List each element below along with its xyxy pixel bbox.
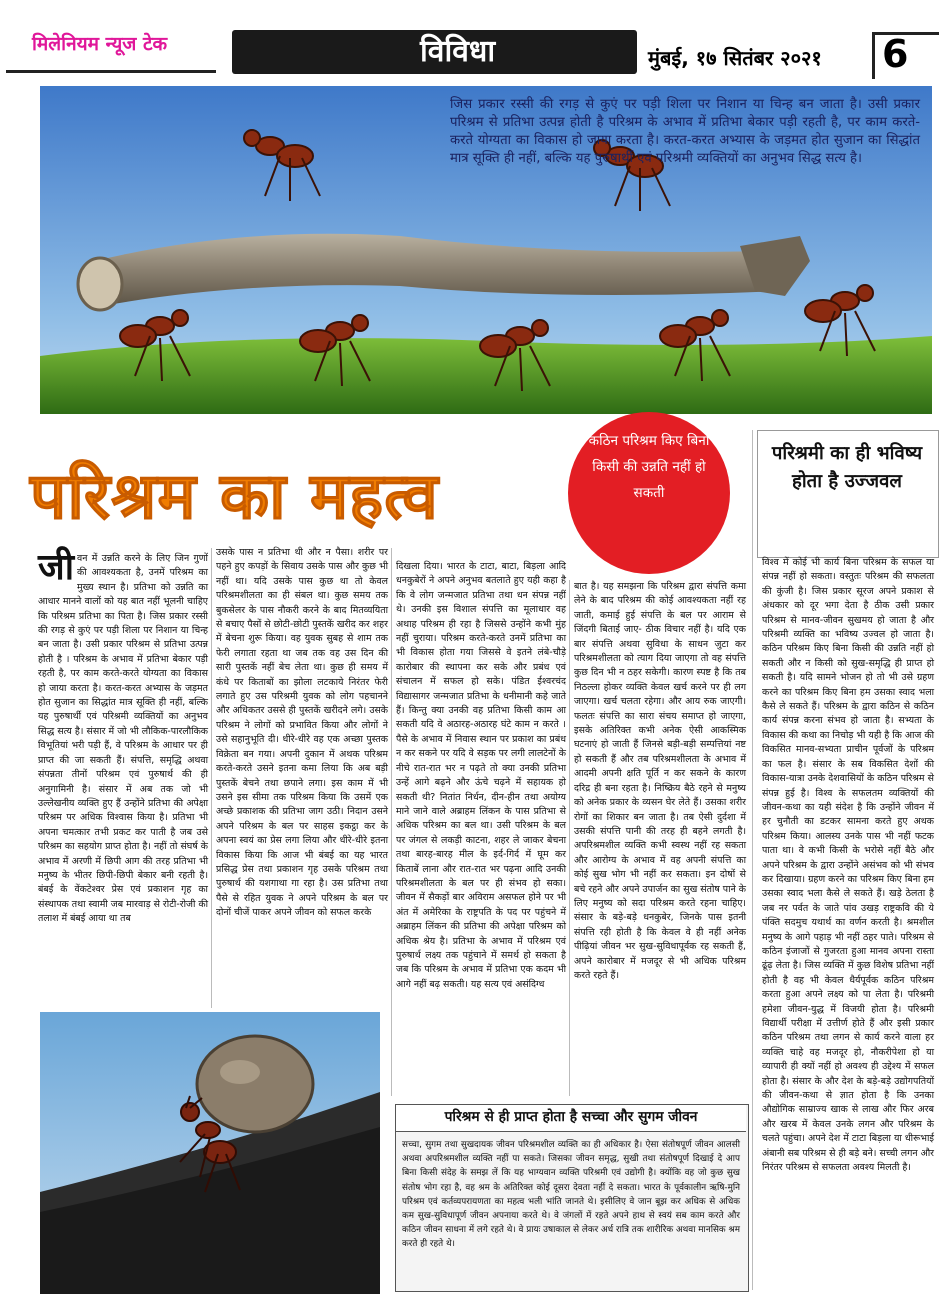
bottom-box-title: परिश्रम से ही प्राप्त होता है सच्चा और सुगम जीवन xyxy=(444,1109,698,1125)
main-headline: परिश्रम का महत्व xyxy=(30,460,439,534)
sidebar-text: विश्व में कोई भी कार्य बिना परिश्रम के सफल या संपन्न नहीं हो सकता। वस्तुतः परिश्रम की सफलता की कुंजी है। जिस प्रकार सूरज अपने प्रकाश से अंधकार को दूर भगा देता है ठीक उसी प्रकार परिश्रम से मानव-जीवन सुखमय हो जाता है और परिश्रमी व्यक्ति का भविष्य उज्वल हो जाता है। कठिन परिश्रम किए बिना किसी की उन्नति नहीं हो सकती और न किसी को सुख-समृद्धि ही प्राप्त हो सकती है। यदि सामने भोजन हो तो भी उसे ग्रहण करने का परिश्रम किए बिना हम उसका स्वाद भला कैसे ले सकते हैं। परिश्रम के द्वारा कठिन से कठिन कार्य संपन्न करना संभव हो जाता है। सभ्यता के विकास की कथा का निचोड़ भी यही है कि आज की विकसित मानव-सभ्यता प्राचीन पूर्वजों के परिश्रम का फल है। संसार के सब विकसित देशों की विकास-यात्रा उनके देशवासियों के कठिन परिश्रम से संपन्न हुई है। विश्व के सफलतम व्यक्तियों की जीवन-कथा का यही संदेश है कि उन्होंने जीवन में हर चुनौती का डटकर सामना करते हुए अथक परिश्रम किया। आलस्य उनके पास भी नहीं फटक पाता था। वे कभी किसी के भरोसे नहीं बैठे और अपने परिश्रम के द्वारा उन्होंने असंभव को भी संभव कर दिखाया। ग्रहण करने का परिश्रम किए बिना हम उसका स्वाद भला कैसे ले सकते हैं। खड़े ठेलता है जब नर पर्वत के जाते पांव उखड़ राष्ट्रकवि की ये पंक्ति सदमुच यथार्थ का वर्णन करती है। श्रमशील मनुष्य के आगे पहाड़ भी नहीं ठहर पाते। परिश्रम से कठिन इंजाजों से गुजरता हुआ मानव अपना रास्ता ढूंढ़ लेता है। जिस व्यक्ति में कुछ विशेष प्रतिभा नहीं होती है वह भी केवल धैर्यपूर्वक कठिन परिश्रम करता हुआ अपने लक्ष्य को पा लेता है। परिश्रमी हमेशा जीवन-युद्ध में विजयी होता है। परिश्रमी विद्यार्थी परीक्षा में उत्तीर्ण होते हैं और इसी प्रकार कठिन परिश्रम तथा लगन से कार्य करने वाला हर व्यक्ति चाहे वह मजदूर हो, नौकरीपेशा हो या व्यापारी ही क्यों नहीं हो अवश्य ही उद्देश्य में सफल होता है। संसार के और देश के बड़े-बड़े उद्योगपतियों की जीवन-कथा से ज्ञात होता है कि उनका औद्योगिक साम्राज्य खाक से लाख और फिर अरब और खरब में केवल उनके लगन और परिश्रम के चलते पहुंचा। अपने देश में टाटा बिड़ला या धीरूभाई अंबानी सब परिश्रम से ही बड़े बने। सच्ची लगन और निरंतर परिश्रम से सफलता अवश्य मिलती है। xyxy=(762,557,934,1174)
page-number: 6 xyxy=(882,32,909,76)
callout-text: कठिन परिश्रम किए बिना किसी की उन्नति नहीं हो सकती xyxy=(588,433,710,501)
dropcap: जी xyxy=(38,547,75,588)
hero-caption: जिस प्रकार रस्सी की रगड़ से कुएं पर पड़ी शिला पर निशान या चिन्ह बन जाता है। उसी प्रकार परिश्रम से प्रतिभा उत्पन्न होती है परिश्रम के अभाव में प्रतिभा बेकार पड़ी रहती है, पर काम करते-करते योग्यता का विकास हो जाया करता है। करत-करत अभ्यास के जड़मत होत सुजान का सिद्धांत मात्र सूक्ति ही नहीं, बल्कि यह पुरुषार्थी एवं परिश्रमी व्यक्तियों का अनुभव सिद्ध सत्य है। xyxy=(450,97,920,166)
sidebar-title: परिश्रमी का ही भविष्य होता है उज्जवल xyxy=(771,443,923,492)
section-title: विविधा xyxy=(420,34,496,69)
dateline: मुंबई, १७ सितंबर २०२१ xyxy=(648,46,822,70)
column-divider xyxy=(391,548,392,1096)
column-divider xyxy=(211,548,212,1008)
inset-image-ant-boulder xyxy=(40,1012,380,1294)
article-column-1 xyxy=(38,547,208,927)
column-divider xyxy=(569,580,570,1096)
brand-name: मिलेनियम न्यूज टेक xyxy=(32,33,168,55)
article-column-2: उसके पास न प्रतिभा थी और न पैसा। शरीर पर पहने हुए कपड़ों के सिवाय उसके पास और कुछ भी नहीं था। यदि उसके पास कुछ था तो केवल परिश्रमशीलता का ही संबल था। कुछ समय तक बुकसेलर के पास नौकरी करने के बाद मितव्ययिता से बचाए पैसों से छोटी-छोटी पुस्तकें खरीद कर शहर में बेचना शुरू किया। वह युवक सुबह से शाम तक फेरी लगाता रहता था जब तक वह उस दिन की सारी पुस्तकें नहीं बेच लेता था। कुछ ही समय में कंधे पर किताबों का झोला लटकाये निरंतर फेरी लगाते हुए उस परिश्रमी युवक को लोग पहचानने और अधिकतर उससे ही पुस्तकें खरीदने लगे। उसके परिश्रम ने लोगों को प्रभावित किया और लोगों ने उसे सहानुभूति दी। धीरे-धीरे वह एक अच्छा पुस्तक विक्रेता बन गया। अपनी दुकान में अथक परिश्रम करते-करते उसने इतना कमा लिया कि अब बड़ी पुस्तकें बेचने तथा छपाने लगा। इस काम में भी उसने इस सीमा तक परिश्रम किया कि उसमें एक अच्छे प्रकाशक की प्रतिभा जाग उठी। निदान उसने अपने परिश्रम के बल पर साहस इकट्ठा कर के अपना स्वयं का प्रेस लगा लिया और धीरे-धीरे इतना विकास किया कि आज भी बंबई का यह भारत प्रसिद्ध प्रेस तथा प्रकाशन गृह उसके परिश्रम तथा पुरुषार्थ की यशगाथा गा रहा है। उस प्रतिभा तथा पैसे से रहित युवक ने अपने परिश्रम के बल पर दोनों चीजें पाकर अपने जीवन को सफल करके xyxy=(216,547,388,919)
bottom-box-text: सच्चा, सुगम तथा सुखदायक जीवन परिश्रमशील व्यक्ति का ही अधिकार है। ऐसा संतोषपूर्ण जीवन आलसी अथवा अपरिश्रमशील व्यक्ति नहीं पा सकते। जिसका जीवन समृद्ध, सुखी तथा संतोषपूर्ण दिखाई दे आप बिना किसी संदेह के समझ लें कि यह भाग्यवान व्यक्ति परिश्रमी एवं उद्योगी है। क्योंकि वह जो कुछ सुख संतोष भोग रहा है, वह श्रम के अतिरिक्त कोई दूसरा देवता नहीं दे सकता। भारत के पूर्वकालीन ऋषि-मुनि परिश्रम एवं कर्तव्यपरायणता का महत्व भली भांति जानते थे। इसीलिए वे जान बूझ कर अधिक से अधिक कम सुख-सुविधापूर्ण जीवन अपनाया करते थे। वे जंगलों में रहते अपने हाथ से स्वयं सब काम करते और कठिन जीवन साधना में लगे रहते थे। वे प्रायः उषाकाल से लेकर अर्ध रात्रि तक शारीरिक अथवा मानसिक श्रम करते ही रहते थे। xyxy=(402,1140,740,1250)
column-divider xyxy=(752,430,753,1290)
article-column-3: दिखला दिया। भारत के टाटा, बाटा, बिड़ला आदि धनकुबेरों ने अपने अनुभव बतलाते हुए यही कहा है कि वे लोग जन्मजात प्रतिभा तथा धन संपन्न नहीं थे। उनकी इस विशाल संपत्ति का मूलाधार वह अथाह परिश्रम ही रहा है जिससे उन्होंने कभी मुंह नहीं चुराया। परिश्रम करते-करते उनमें प्रतिभा का भी विकास होता गया जिससे वे इतने लंबे-चौड़े कारोबार की स्थापना कर सके और प्रबंध एवं संचालन में सफल हो सके। पंडित ईश्वरचंद विद्यासागर जन्मजात प्रतिभा के धनीमानी कहे जाते हैं। किन्तु क्या उनकी वह प्रतिभा किसी काम आ सकती यदि वे अठारह-अठारह घंटे काम न करते । पैसे के अभाव में निवास स्थान पर प्रकाश का प्रबंध न कर सकने पर यदि वे सड़क पर लगी लालटेनों के नीचे रात-रात भर न पढ़ते तो क्या उनकी प्रतिभा उन्हें आगे बढ़ने और ऊंचे चढ़ने में सहायक हो सकती थी? नितांत निर्धन, दीन-हीन तथा अयोग्य माने जाने वाले अब्राहम लिंकन के पास प्रतिभा से अधिक परिश्रम का बल था। उसी परिश्रम के बल पर जंगल से लकड़ी काटना, शहर ले जाकर बेचना तथा बारह-बारह मील के इर्द-गिर्द में घूम कर किताबें लाना और रात-रात भर पढ़ना आदि उनकी परिश्रमशीलता के बल पर ही संभव हो सका। जीवन में सैकड़ों बार अविराम असफल होने पर भी अंत में अमेरिका के राष्ट्रपति के पद पर पहुंचने में अब्राहम लिंकन की प्रतिभा की अपेक्षा परिश्रम को अधिक श्रेय है। प्रतिभा के अभाव में परिश्रम एवं पुरुषार्थ लक्ष्य तक पहुंचाने में समर्थ हो सकता है जब कि परिश्रम के अभाव में प्रतिभा एक कदम भी आगे नहीं बढ़ सकती। यह सत्य एवं असंदिग्ध xyxy=(396,561,566,990)
article-column-1-text: वन में उन्नति करने के लिए जिन गुणों की आवश्यकता है, उनमें परिश्रम का मुख्य स्थान है। प्रतिभा को उन्नति का आधार मानने वालों को यह बात नहीं भूलनी चाहिए कि परिश्रम प्रतिभा का पिता है। जिस प्रकार रस्सी की रगड़ से कुएं पर पड़ी शिला पर निशान या चिन्ह बन जाता है। उसी प्रकार परिश्रम से प्रतिभा उत्पन्न होती है । परिश्रम के अभाव में प्रतिभा बेकार पड़ी रहती है, पर काम करते-करते योग्यता का विकास हो जाया करता है। करत-करत अभ्यास के जड़मत होत सुजान का सिद्धांत मात्र सूक्ति ही नहीं, बल्कि यह पुरुषार्थी एवं परिश्रमी व्यक्तियों का अनुभव सिद्ध सत्य है। संसार में जो भी लौकिक-पारलौकिक विभूतियां भरी पड़ी हैं, वे परिश्रम के आधार पर ही प्राप्त की जा सकती हैं। संपत्ति, समृद्धि अथवा संपन्नता तीनों परिश्रम एवं पुरुषार्थ की ही अनुगामिनी है। संसार में अब तक जो भी उल्लेखनीय व्यक्ति हुए हैं उन्होंने प्रतिभा की अपेक्षा परिश्रम पर अधिक विश्वास किया है। प्रतिभा भी अपना चमत्कार तभी प्रकट कर पाती है जब उसे परिश्रम का सहयोग प्राप्त होता है। नहीं तो संघर्ष के अभाव में अरणी में छिपी आग की तरह प्रतिभा भी मनुष्य के भीतर छिपी-छिपी बेकार बनी रहती है। बंबई के वेंकटेश्वर प्रेस एवं प्रकाशन गृह का संस्थापक तथा स्वामी जब मारवाड़ से रोटी-रोजी की तलाश में बंबई आया था तब xyxy=(38,553,208,925)
article-column-4: बात है। यह समझना कि परिश्रम द्वारा संपत्ति कमा लेने के बाद परिश्रम की कोई आवश्यकता नहीं रह जाती, कमाई हुई संपत्ति के बल पर आराम से जिंदगी बिताई जाए- ठीक विचार नहीं है। यदि एक बार संपत्ति अथवा सुविधा के साधन जुटा कर परिश्रमशीलता को त्याग दिया जाएगा तो वह संपत्ति कुछ दिन भी न ठहर सकेगी। कारण स्पष्ट है कि तब निठल्ला होकर व्यक्ति केवल खर्च करने पर ही लग जाएगा। खर्च चलता रहेगा। और आय रुक जाएगी। फलतः संपत्ति का सारा संचय समाप्त हो जाएगा, इसके अतिरिक्त कभी अनेक ऐसी आकस्मिक घटनाएं हो जाती हैं जिनसे बड़ी-बड़ी सम्पत्तियां नष्ट हो सकती हैं और तब परिश्रमशीलता के अभाव में आदमी अपनी क्षति पूर्ति न कर सकने के कारण दरिद्र ही बना रहता है। निष्क्रिय बैठे रहने से मनुष्य को अनेक प्रकार के व्यसन घेर लेते हैं। उसका शरीर रोगों का शिकार बन जाता है। तब ऐसी दुर्दशा में उसकी संपत्ति पानी की तरह ही बहने लगती है। अपरिश्रमशील व्यक्ति कभी स्वस्थ नहीं रह सकता और आरोग्य के अभाव में वह अपनी संपत्ति का कोई सुख भोग भी नहीं कर सकता। इन दोषों से बचे रहने और अपने उपार्जन का सुख संतोष पाने के लिए मनुष्य को सदा परिश्रम करते रहना चाहिए। संसार के बड़े-बड़े धनकुबेर, जिनके पास इतनी संपत्ति रही होती है कि केवल वे ही नहीं अनेक पीढ़ियां जीवन भर सुख-सुविधापूर्वक रह सकती हैं, अपने कारोबार में मजदूर से भी अधिक परिश्रम करते रहते हैं। xyxy=(574,581,746,981)
